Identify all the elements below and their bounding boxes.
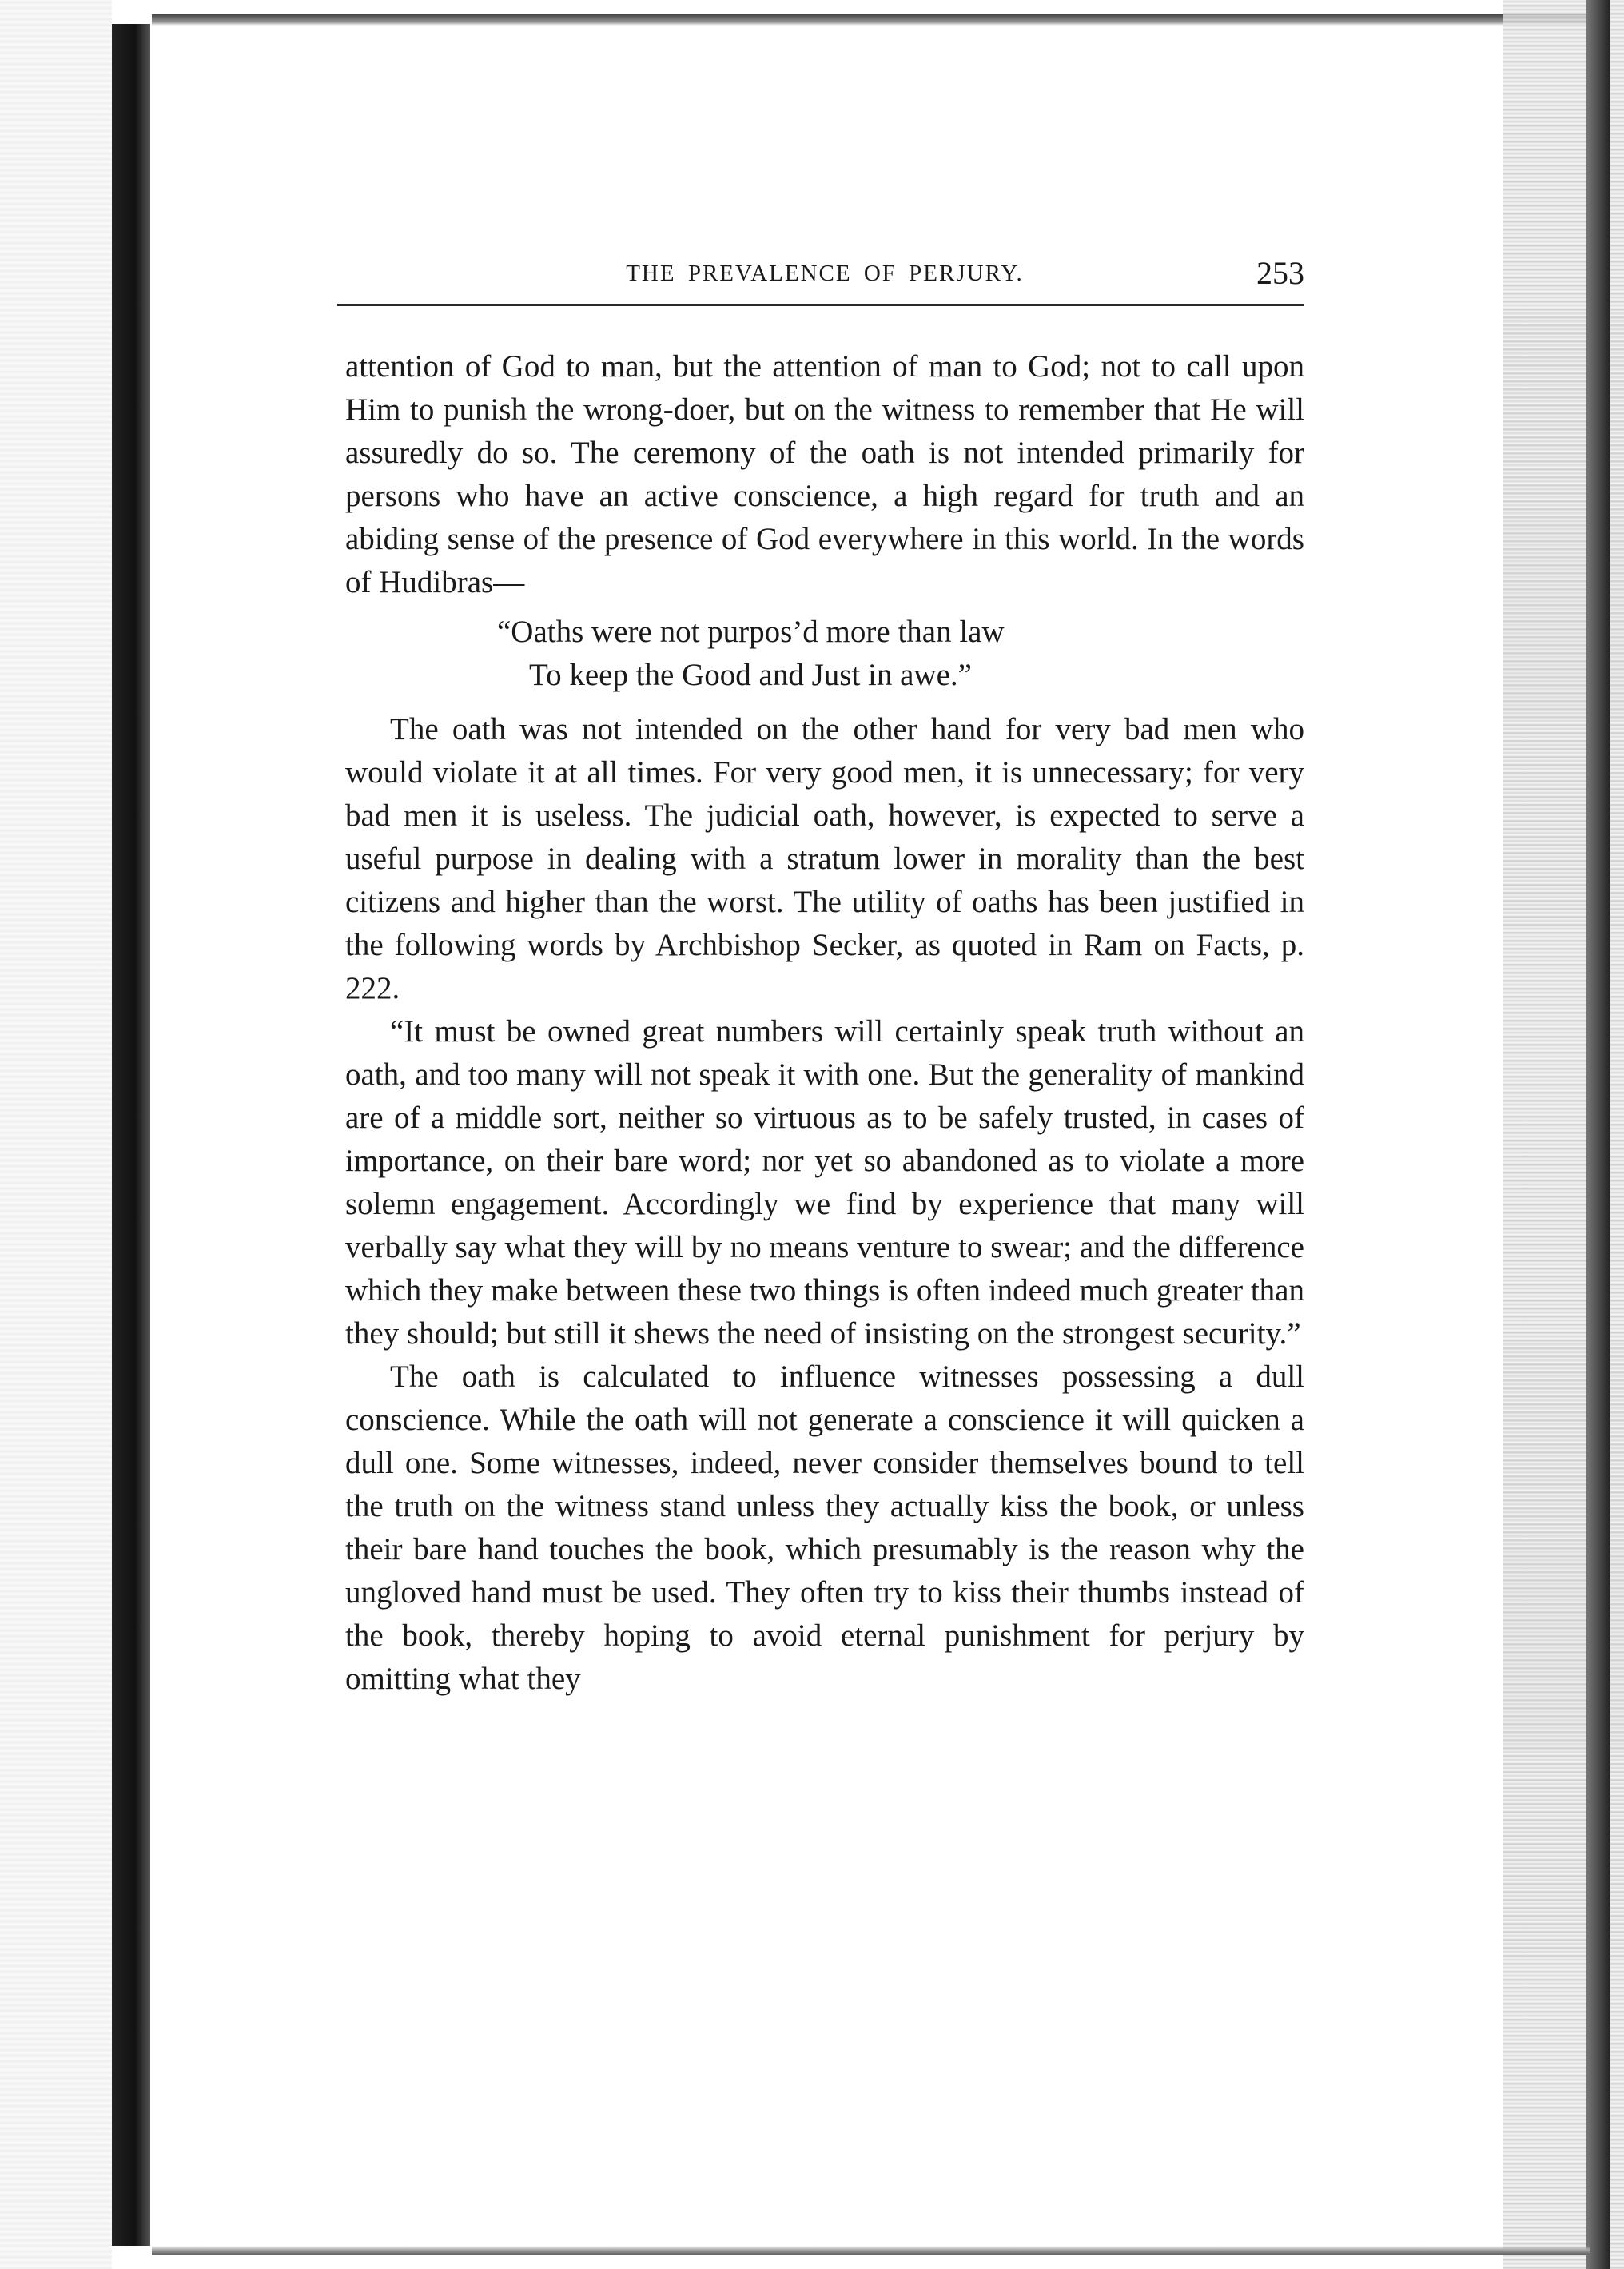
paragraph: The oath was not intended on the other hand for very bad men who would violate it at all times. For very good men, it is unnecessary; for very bad men it is useless. The judicial oath, however, is expected to serve a useful purpose in dealing with a stratum lower in morality than the best citizens and higher than the worst. The utility of oaths has been justified in the following words by Archbishop Secker, as quoted in Ram on Facts, p. 222. xyxy=(345,712,1304,1005)
bottom-edge xyxy=(152,2246,1590,2255)
header-rule xyxy=(337,304,1304,306)
paragraph-continued: attention of God to man, but the attention of man to God; not to call upon Him to punish the wrong-doer, but on the witness to remember that He will assuredly do so. The ceremony of the oath is not intended primarily for persons who have an active conscience, a high regard for truth and an abiding sense of the presence of God everywhere in this world. In the words of Hudibras— xyxy=(345,349,1304,599)
binding-edge xyxy=(112,24,150,2246)
verse-line: “Oaths were not purpos’d more than law xyxy=(497,615,1005,649)
quoted-paragraph: “It must be owned great numbers will certainly speak truth without an oath, and too many will not speak it with one. But the generality of mankind are of a middle sort, neither so virtuous as to be safely trusted, in cases of importance, on their bare word; nor yet so abandoned as to violate a more solemn engagement. Accordingly we find by experience that many will verbally say what they will by no means venture to swear; and the difference which they make between these two things is often indeed much greater than they should; but still it shews the need of insisting on the strongest security.” xyxy=(345,1014,1304,1351)
right-edge xyxy=(1586,0,1610,2269)
running-head xyxy=(345,254,1304,299)
top-edge xyxy=(152,14,1590,26)
verse-quotation xyxy=(345,611,1304,697)
page-number: 253 xyxy=(1256,255,1304,291)
body-text xyxy=(345,345,1304,1701)
paragraph: The oath is calculated to influence witnesses possessing a dull conscience. While the oath will not generate a conscience it will quicken a dull one. Some witnesses, indeed, never consider themselves bound to tell the truth on the witness stand unless they actually kiss the book, or unless their bare hand touches the book, which presumably is the reason why the ungloved hand must be used. They often try to kiss their thumbs instead of the book, thereby hoping to avoid eternal punishment for perjury by omitting what they xyxy=(345,1359,1304,1696)
book-page xyxy=(345,254,1304,1701)
running-head-title: THE PREVALENCE OF PERJURY. xyxy=(626,261,1024,286)
verse-line: To keep the Good and Just in awe.” xyxy=(529,658,972,692)
binding-shadow xyxy=(0,0,112,2269)
